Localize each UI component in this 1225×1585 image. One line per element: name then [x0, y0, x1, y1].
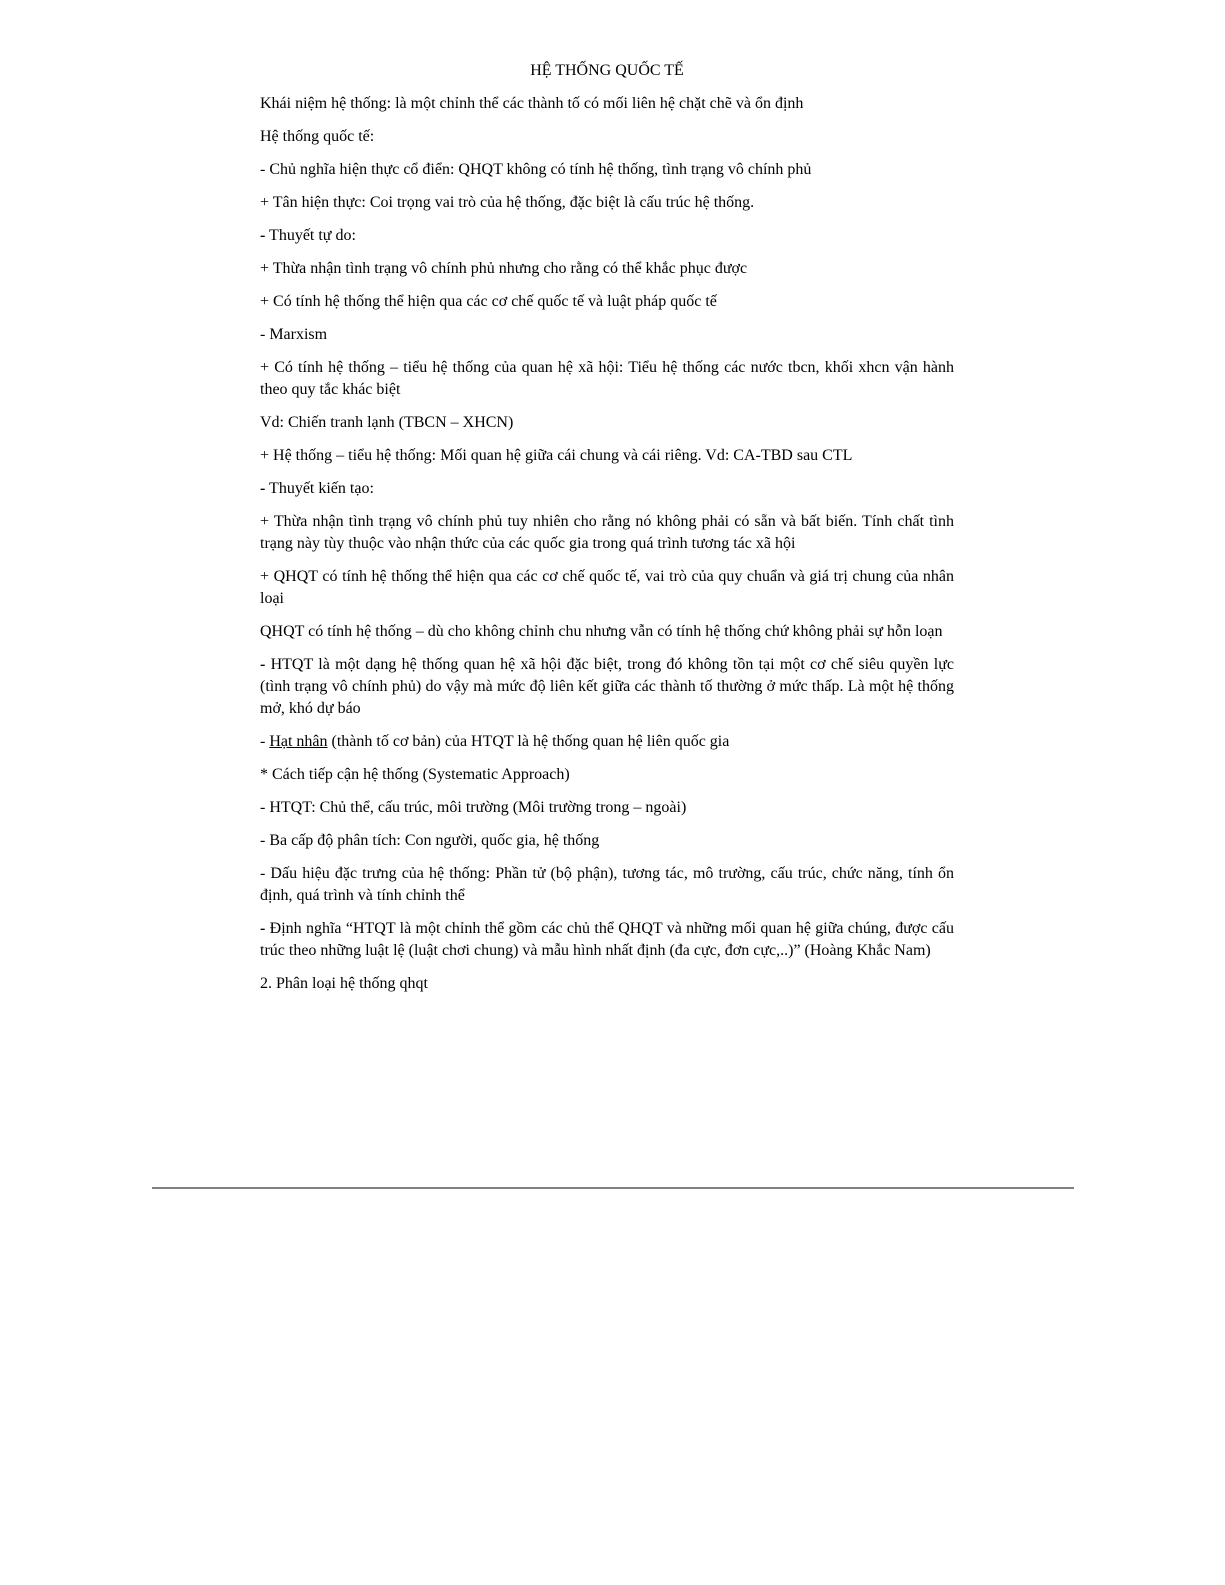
- paragraph-text-segment: Khái niệm hệ thống: là một chỉnh thể các thành tố có mối liên hệ chặt chẽ và ổn định: [260, 95, 804, 112]
- paragraph-text-segment: -: [260, 920, 266, 937]
- document-title: HỆ THỐNG QUỐC TẾ: [530, 62, 684, 79]
- paragraph: [260, 654, 954, 720]
- document-text-block: [260, 60, 954, 1006]
- paragraph-text-segment: QHQT có tính hệ thống – dù cho không chỉnh chu nhưng vẫn có tính hệ thống chứ không phải sự hỗn loạn: [260, 623, 943, 640]
- paragraph: [260, 830, 954, 852]
- paragraph-text-segment: - Chủ nghĩa hiện thực cổ điển: QHQT không có tính hệ thống, tình trạng vô chính phủ: [260, 161, 812, 178]
- paragraph-text-segment: Định nghĩa “HTQT là một chỉnh thể gồm các chủ thể QHQT và những mối quan hệ giữa chúng, được cấu trúc theo những luật lệ (luật chơi chung) và mẫu hình nhất định (đa cực, đơn cực,..)” (Hoàng Khắc Nam): [260, 920, 954, 959]
- paragraph: [260, 192, 954, 214]
- paragraph-text-segment: + Thừa nhận tình trạng vô chính phủ nhưng cho rằng có thể khắc phục được: [260, 260, 748, 277]
- paragraph: [260, 764, 954, 786]
- paragraph-text-segment: + Có tính hệ thống thể hiện qua các cơ chế quốc tế và luật pháp quốc tế: [260, 293, 717, 310]
- paragraph-text-segment: + Thừa nhận tình trạng vô chính phủ tuy nhiên cho rằng nó không phải có sẵn và bất biến. Tính chất tình trạng này tùy thuộc vào nhận thức của các quốc gia trong quá trình tương tác xã hội: [260, 513, 954, 552]
- paragraph: [260, 797, 954, 819]
- document-body: [260, 93, 954, 995]
- paragraph-text-segment: + Có tính hệ thống – tiểu hệ thống của quan hệ xã hội: Tiểu hệ thống các nước tbcn, khối xhcn vận hành theo quy tắc khác biệt: [260, 359, 954, 398]
- paragraph-text-segment: - Dấu hiệu đặc trưng của hệ thống: Phần tử (bộ phận), tương tác, mô trường, cấu trúc, chức năng, tính ổn định, quá trình và tính chỉnh thể: [260, 865, 954, 904]
- paragraph-text-segment: + Tân hiện thực: Coi trọng vai trò của hệ thống, đặc biệt là cấu trúc hệ thống.: [260, 194, 755, 211]
- paragraph: [260, 566, 954, 610]
- paragraph: [260, 478, 954, 500]
- page-divider: [152, 1187, 1074, 1189]
- paragraph: [260, 621, 954, 643]
- paragraph-text-segment: + Hệ thống – tiểu hệ thống: Mối quan hệ giữa cái chung và cái riêng. Vd: CA-TBD sau CTL: [260, 447, 853, 464]
- paragraph: [260, 973, 954, 995]
- paragraph-text-segment: -: [260, 227, 266, 244]
- paragraph-text-segment: Hệ thống quốc tế:: [260, 128, 375, 145]
- paragraph-text-segment: -: [260, 733, 270, 750]
- paragraph: [260, 93, 954, 115]
- paragraph: [260, 225, 954, 247]
- paragraph: [260, 159, 954, 181]
- paragraph-text-segment: -: [260, 656, 266, 673]
- paragraph-text-segment: - HTQT: Chủ thể, cấu trúc, môi trường (Môi trường trong – ngoài): [260, 799, 687, 816]
- paragraph: [260, 324, 954, 346]
- paragraph-text-segment: + QHQT có tính hệ thống thể hiện qua các cơ chế quốc tế, vai trò của quy chuẩn và giá trị chung của nhân loại: [260, 568, 954, 607]
- paragraph: [260, 511, 954, 555]
- paragraph: [260, 291, 954, 313]
- paragraph: [260, 126, 954, 148]
- paragraph: [260, 357, 954, 401]
- paragraph-text-segment: Vd: Chiến tranh lạnh (TBCN – XHCN): [260, 414, 514, 431]
- paragraph: [260, 445, 954, 467]
- paragraph-text-segment: - Ba cấp độ phân tích: Con người, quốc gia, hệ thống: [260, 832, 600, 849]
- paragraph: [260, 258, 954, 280]
- paragraph-text-segment: - Marxism: [260, 326, 328, 343]
- paragraph-text-segment: Thuyết kiến tạo:: [265, 480, 374, 497]
- paragraph-text-segment: (thành tố cơ bản) của HTQT là hệ thống quan hệ liên quốc gia: [327, 733, 730, 750]
- paragraph-text-segment: Hạt nhân: [269, 733, 328, 750]
- paragraph-text-segment: -: [260, 480, 266, 497]
- paragraph: [260, 863, 954, 907]
- paragraph: [260, 412, 954, 434]
- paragraph: [260, 731, 954, 753]
- paragraph-text-segment: HTQT là một dạng hệ thống quan hệ xã hội đặc biệt, trong đó không tồn tại một cơ chế siêu quyền lực (tình trạng vô chính phủ) do vậy mà mức độ liên kết giữa các thành tố thường ở mức thấp. Là một hệ thống mở, khó dự báo: [260, 656, 954, 717]
- paragraph-text-segment: 2. Phân loại hệ thống qhqt: [260, 975, 428, 992]
- paragraph-text-segment: Thuyết tự do:: [265, 227, 356, 244]
- paragraph-text-segment: * Cách tiếp cận hệ thống (Systematic Approach): [260, 766, 570, 783]
- paragraph: [260, 918, 954, 962]
